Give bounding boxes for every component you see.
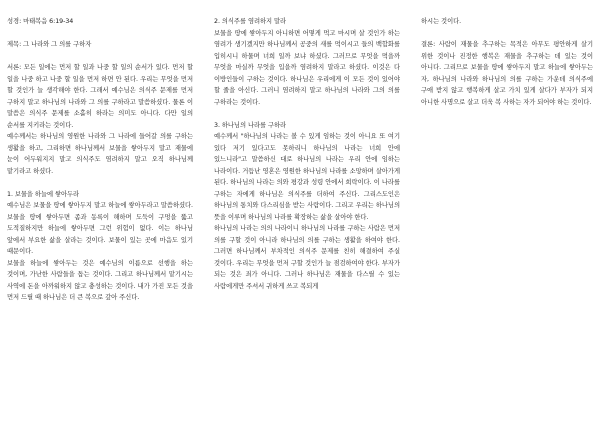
column-middle <box>214 16 400 292</box>
section-heading-2: 2. 의식주를 염려하지 말라 <box>214 18 287 25</box>
scripture-reference: 성경: 마태복음 6:19-34 <box>7 18 74 25</box>
section-3-paragraph-2: 하나님의 나라는 의의 나라이니 하나님의 나라를 구하는 사람은 먼저 의를 구할 것이 아니라 하나님의 의를 구하는 생활을 하여야 한다. 그러면 하나님께서 부차적인 의식주 문제를 친히 해결하여 주실 것이다. 우리는 무엇을 먼저 구할 것인가 늘 점검하여야 한다. 부자가 되는 것은 죄가 아니다. 그러나 하나님은 재물을 다스릴 수 있는 사람에게만 주셔서 귀하게 쓰고 복되게 <box>214 225 400 290</box>
introduction-paragraph-2: 예수께서는 하나님의 영원한 나라와 그 나라에 들어갈 의를 구하는 생활을 하고, 그리하면 하나님께서 보물을 쌓아두지 말고 재물에 눈이 어두워지지 말고 의식주도 염려하지 말고 오직 하나님께 맡기라고 하셨다. <box>7 133 193 175</box>
conclusion-paragraph: 결론: 사람이 재물을 추구하는 목적은 아무도 평안하게 살기 위한 것이나 진정한 행복은 재물을 추구하는 데 있는 것이 아니다. 그리므로 보물을 땅에 쌓아두지 말고 하늘에 쌓아두는 자, 하나님의 나라와 하나님의 의를 구하는 가운데 의식주에 구애 받지 않고 행복하게 살고 가치 있게 살다가 부자가 되지 아니한 사명으로 살고 더욱 복 사하는 자가 되어야 하는 것이다. <box>421 41 593 106</box>
introduction-paragraph: 서론: 모든 일에는 먼저 할 일과 나중 할 일의 순서가 있다. 먼저 할 일을 나중 하고 나중 할 일을 먼저 하면 안 된다. 우리는 무엇을 먼저 할 것인가 늘 생각해야 한다. 그래서 예수님은 의식주 문제를 먼저 구하지 말고 하나님의 나라와 그 의를 구하라고 말씀하셨다. 물론 이 말씀은 의식주 문제를 소홀히 하라는 의미도 아니다. 다만 일의 순서를 지키라는 것이다. <box>7 64 193 129</box>
section-2-paragraph: 보물을 땅에 쌓아두지 아니하면 어떻게 먹고 마시며 살 것인가 하는 염려가 생기겠지만 하나님께서 공중의 새를 먹이시고 들의 백합화를 입히시니 하물며 너희 일까 보냐 하셨다. 그러므로 무엇을 먹을까 무엇을 마실까 무엇을 입을까 염려하지 말라고 하셨다. 이것은 다 이방인들이 구하는 것이다. 하나님은 우리에게 이 모든 것이 있어야 할 줄을 아신다. 그러니 염려하지 말고 하나님의 나라와 그의 의를 구하라는 것이다. <box>214 29 400 106</box>
column-left <box>7 16 193 304</box>
section-heading-1: 1. 보물을 하늘에 쌓아두라 <box>7 190 80 198</box>
sermon-title: 제목: 그 나라와 그 의를 구하자 <box>7 41 92 48</box>
section-1-paragraph-2: 보물을 하늘에 쌓아두는 것은 예수님의 이름으로 선행을 하는 것이며, 가난한 사람들을 돕는 것이다. 그리고 하나님께서 맡기시는 사역에 돈을 아까워하지 않고 충성하는 것이다. 내가 가진 모든 것을 먼저 드릴 때 하나님은 더 큰 복으로 갚아 주신다. <box>7 259 193 301</box>
section-1-paragraph: 예수님은 보물을 땅에 쌓아두지 말고 하늘에 쌓아두라고 말씀하셨다. 보물을 땅에 쌓아두면 좀과 동록이 해하며 도둑이 구멍을 뚫고 도적질하지만 하늘에 쌓아두면 그런 위험이 없다. 이는 하나님 앞에서 부요한 삶을 살라는 것이다. 보물이 있는 곳에 마음도 있기 때문이다. <box>7 202 193 255</box>
section-heading-3: 3. 하나님의 나라를 구하라 <box>214 121 287 129</box>
column-right <box>421 16 593 108</box>
continued-text: 하시는 것이다. <box>421 18 462 25</box>
section-3-paragraph: 예수께서 "하나님의 나라는 볼 수 있게 임하는 것이 아니요 또 여기 있다 저기 있다고도 못하리니 하나님의 나라는 너희 안에 있느니라"고 말씀하신 대로 하나님의 나라는 우리 안에 임하는 나라이다. 거듭난 영혼은 영원한 하나님의 나라를 소망하며 살아가게 된다. 하나님의 나라는 의와 평강과 성령 안에서 희락이다. 이 나라를 구하는 자에게 하나님은 의식주를 더하여 주신다. 그리스도인은 하나님의 통치와 다스리심을 받는 사람이다. 그리고 우리는 하나님의 뜻을 이루며 하나님의 나라를 확장하는 삶을 살아야 한다. <box>214 133 400 221</box>
